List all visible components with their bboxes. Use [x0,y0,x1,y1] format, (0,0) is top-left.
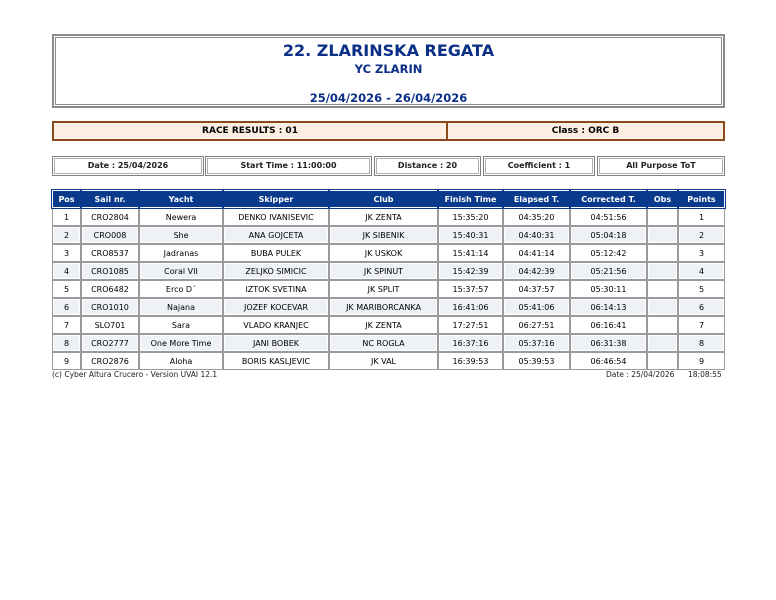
table-cell: 04:35:20 [503,208,570,226]
table-cell: Erco D´ [139,280,223,298]
print-time: 18:08:55 [688,370,722,379]
table-cell: One More Time [139,334,223,352]
table-cell: ZELJKO SIMICIC [223,262,329,280]
table-cell: 17:27:51 [438,316,503,334]
coefficient: Coefficient : 1 [483,156,595,176]
table-cell: 05:30:11 [570,280,647,298]
table-cell: She [139,226,223,244]
table-cell: 8 [52,334,81,352]
race-info-row [52,156,725,176]
table-cell: Sara [139,316,223,334]
scoring-method: All Purpose ToT [597,156,725,176]
table-cell: DENKO IVANISEVIC [223,208,329,226]
table-cell: JK VAL [329,352,438,370]
table-cell [647,334,678,352]
table-row [52,352,725,370]
table-cell: JK ZENTA [329,316,438,334]
table-cell: 8 [678,334,725,352]
table-cell: ANA GOJCETA [223,226,329,244]
start-time: Start Time : 11:00:00 [205,156,372,176]
table-cell: SLO701 [81,316,139,334]
table-cell: 15:35:20 [438,208,503,226]
table-cell: 06:31:38 [570,334,647,352]
table-cell: IZTOK SVETINA [223,280,329,298]
table-cell: Najana [139,298,223,316]
race-results-label: RACE RESULTS : 01 [52,121,448,141]
col-header: Corrected T. [570,190,647,208]
table-cell: CRO8537 [81,244,139,262]
table-cell: Coral VII [139,262,223,280]
table-cell: 9 [678,352,725,370]
table-cell [647,316,678,334]
table-cell: JOZEF KOCEVAR [223,298,329,316]
table-cell: JK SIBENIK [329,226,438,244]
table-row [52,316,725,334]
table-cell: JK USKOK [329,244,438,262]
table-cell: 15:42:39 [438,262,503,280]
table-cell: VLADO KRANJEC [223,316,329,334]
table-cell [647,208,678,226]
table-cell: 05:12:42 [570,244,647,262]
col-header: Pos [52,190,81,208]
table-cell [647,262,678,280]
col-header: Club [329,190,438,208]
table-cell: 16:39:53 [438,352,503,370]
software-credit: (c) Cyber Altura Crucero - Version UVAI 12.1 [52,370,218,379]
table-cell: 06:16:41 [570,316,647,334]
table-cell: 16:37:16 [438,334,503,352]
organizing-club: YC ZLARIN [354,62,423,76]
table-cell: 15:41:14 [438,244,503,262]
table-cell: Jadranas [139,244,223,262]
table-row [52,298,725,316]
table-cell: 05:37:16 [503,334,570,352]
table-cell: 7 [678,316,725,334]
event-title: 22. ZLARINSKA REGATA [282,41,495,60]
table-cell: 5 [678,280,725,298]
table-cell: 9 [52,352,81,370]
table-cell: 05:39:53 [503,352,570,370]
table-cell: 6 [678,298,725,316]
table-cell: JK SPINUT [329,262,438,280]
print-date: Date : 25/04/2026 [606,370,675,379]
table-cell: 04:40:31 [503,226,570,244]
table-cell: JANI BOBEK [223,334,329,352]
table-cell: BORIS KASLJEVIC [223,352,329,370]
col-header: Points [678,190,725,208]
race-date: Date : 25/04/2026 [52,156,204,176]
table-row [52,334,725,352]
table-cell: 04:42:39 [503,262,570,280]
table-cell: 15:37:57 [438,280,503,298]
table-cell: CRO2804 [81,208,139,226]
table-cell [647,298,678,316]
table-cell: 3 [52,244,81,262]
table-cell: BUBA PULEK [223,244,329,262]
event-dates: 25/04/2026 - 26/04/2026 [309,91,468,105]
table-cell: 7 [52,316,81,334]
table-cell: 2 [678,226,725,244]
table-cell: 6 [52,298,81,316]
table-row [52,244,725,262]
table-cell [647,226,678,244]
table-cell: 04:37:57 [503,280,570,298]
table-cell: 5 [52,280,81,298]
table-cell: CRO2777 [81,334,139,352]
col-header: Elapsed T. [503,190,570,208]
table-cell: 06:46:54 [570,352,647,370]
table-cell: CRO008 [81,226,139,244]
table-cell: 04:41:14 [503,244,570,262]
col-header: Skipper [223,190,329,208]
table-row [52,226,725,244]
class-label: Class : ORC B [446,121,725,141]
table-row [52,280,725,298]
table-cell: 04:51:56 [570,208,647,226]
table-cell [647,280,678,298]
table-cell [647,352,678,370]
table-cell: 1 [52,208,81,226]
table-cell: CRO1085 [81,262,139,280]
table-header-row [52,190,725,208]
table-cell: NC ROGLA [329,334,438,352]
table-cell: JK MARIBORCANKA [329,298,438,316]
table-cell [647,244,678,262]
table-cell: CRO6482 [81,280,139,298]
table-cell: 05:41:06 [503,298,570,316]
col-header: Obs [647,190,678,208]
table-cell: Newera [139,208,223,226]
table-row [52,208,725,226]
col-header: Yacht [139,190,223,208]
col-header: Finish Time [438,190,503,208]
table-cell: Aloha [139,352,223,370]
table-cell: 05:21:56 [570,262,647,280]
col-header: Sail nr. [81,190,139,208]
table-row [52,262,725,280]
table-cell: 4 [52,262,81,280]
table-cell: JK ZENTA [329,208,438,226]
table-cell: CRO1010 [81,298,139,316]
table-cell: JK SPLIT [329,280,438,298]
table-cell: CRO2876 [81,352,139,370]
results-table [52,190,725,370]
table-cell: 15:40:31 [438,226,503,244]
table-cell: 16:41:06 [438,298,503,316]
event-header [52,34,725,108]
table-cell: 3 [678,244,725,262]
table-cell: 1 [678,208,725,226]
distance: Distance : 20 [374,156,481,176]
table-cell: 05:04:18 [570,226,647,244]
table-cell: 06:14:13 [570,298,647,316]
table-cell: 4 [678,262,725,280]
table-cell: 06:27:51 [503,316,570,334]
table-cell: 2 [52,226,81,244]
